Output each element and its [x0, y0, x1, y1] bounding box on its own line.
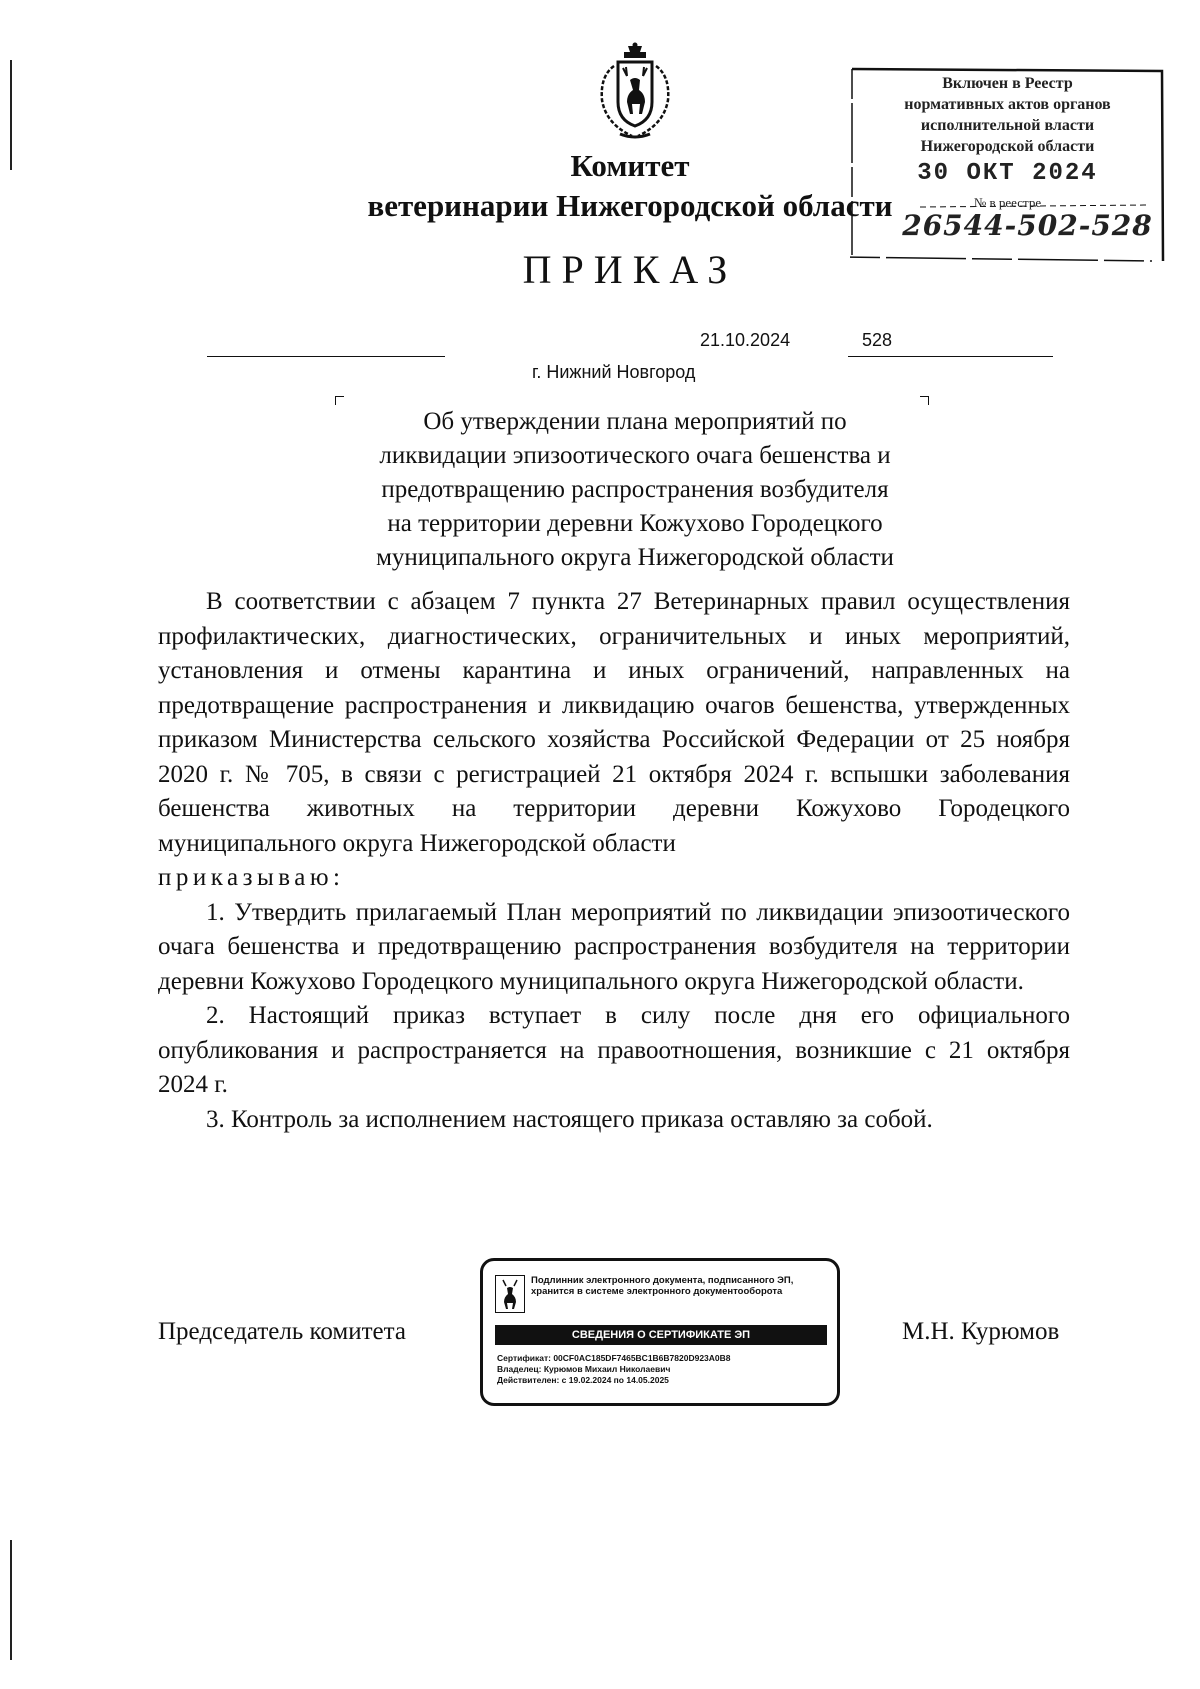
electronic-signature-stamp	[480, 1258, 840, 1406]
order-item-2: 2. Настоящий приказ вступает в силу после дня его официального опубликования и распространяется на правоотношения, возникшие с 21 октября 2024 г.	[158, 1002, 1070, 1098]
stamp-reg-label: № в реестре	[973, 195, 1042, 210]
document-date: 21.10.2024	[700, 330, 791, 350]
document-number: 528	[862, 330, 893, 350]
order-item-1: 1. Утвердить прилагаемый План мероприятий по ликвидации эпизоотического очага бешенства и предотвращению распространения возбудителя на территории деревни Кожухово Городецкого муниципального округа Нижегородской области.	[158, 898, 1070, 995]
eds-note	[531, 1275, 831, 1297]
order-item-3: 3. Контроль за исполнением настоящего приказа оставляю за собой.	[206, 1105, 933, 1133]
number-underline	[848, 356, 1053, 357]
scan-edge-line	[10, 1540, 12, 1660]
eds-header: СВЕДЕНИЯ О СЕРТИФИКАТЕ ЭП	[495, 1325, 827, 1345]
eds-owner: Владелец: Курюмов Михаил Николаевич	[497, 1364, 671, 1374]
signatory-name: М.Н. Курюмов	[902, 1318, 1060, 1345]
order-word: приказываю:	[158, 864, 345, 891]
subject-line: на территории деревни Кожухово Городецкого	[387, 510, 883, 537]
scan-edge-line	[10, 60, 12, 170]
document-city: г. Нижний Новгород	[532, 362, 696, 382]
subject-line: Об утверждении плана мероприятий по	[423, 408, 847, 435]
registry-stamp	[850, 65, 1165, 265]
eds-validity: Действителен: с 19.02.2024 по 14.05.2025	[497, 1375, 669, 1385]
stamp-date: 30 ОКТ 2024	[917, 160, 1098, 187]
org-name-line1: Комитет	[570, 148, 690, 183]
preamble-paragraph: В соответствии с абзацем 7 пункта 27 Ветеринарных правил осуществления профилактических, диагностических, ограничительных и иных мероприятий, установления и отмены карантина и иных ограничений, направленных на предотвращение распространения и ликвидацию очагов бешенства, утвержденных приказом Министерства сельского хозяйства Российской Федерации от 25 ноября 2020 г. № 705, в связи с регистрацией 21 октября 2024 г. вспышки заболевания бешенства животных на территории деревни Кожухово Городецкого муниципального округа Нижегородской области	[158, 588, 1070, 857]
org-name-line2: ветеринарии Нижегородской области	[367, 188, 893, 223]
subject-corner-left	[335, 396, 344, 405]
date-underline	[207, 356, 445, 357]
stamp-reg-number: 26544-502-528	[902, 209, 1153, 242]
eds-note-line: хранится в системе электронного документооборота	[531, 1286, 783, 1297]
stamp-line1: Включен в Реестр	[942, 75, 1073, 92]
document-body	[158, 585, 1070, 1137]
subject-line: муниципального округа Нижегородской области	[376, 544, 894, 571]
subject-line: ликвидации эпизоотического очага бешенства и	[379, 442, 891, 469]
subject-line: предотвращению распространения возбудителя	[381, 476, 889, 503]
stamp-line2: нормативных актов органов	[904, 96, 1111, 113]
eds-certificate: Сертификат: 00CF0AC185DF7465BC1B6B7820D923A0B8	[497, 1353, 731, 1363]
document-subject	[340, 405, 930, 575]
eds-note-line: Подлинник электронного документа, подписанного ЭП,	[531, 1275, 794, 1286]
stamp-line3: исполнительной власти	[920, 117, 1095, 134]
deer-emblem-icon	[495, 1275, 525, 1313]
document-type-title: ПРИКАЗ	[522, 247, 738, 292]
coat-of-arms-emblem	[590, 42, 680, 142]
signatory-position: Председатель комитета	[158, 1318, 406, 1345]
stamp-line4: Нижегородской области	[920, 138, 1095, 155]
subject-corner-right	[920, 396, 929, 405]
